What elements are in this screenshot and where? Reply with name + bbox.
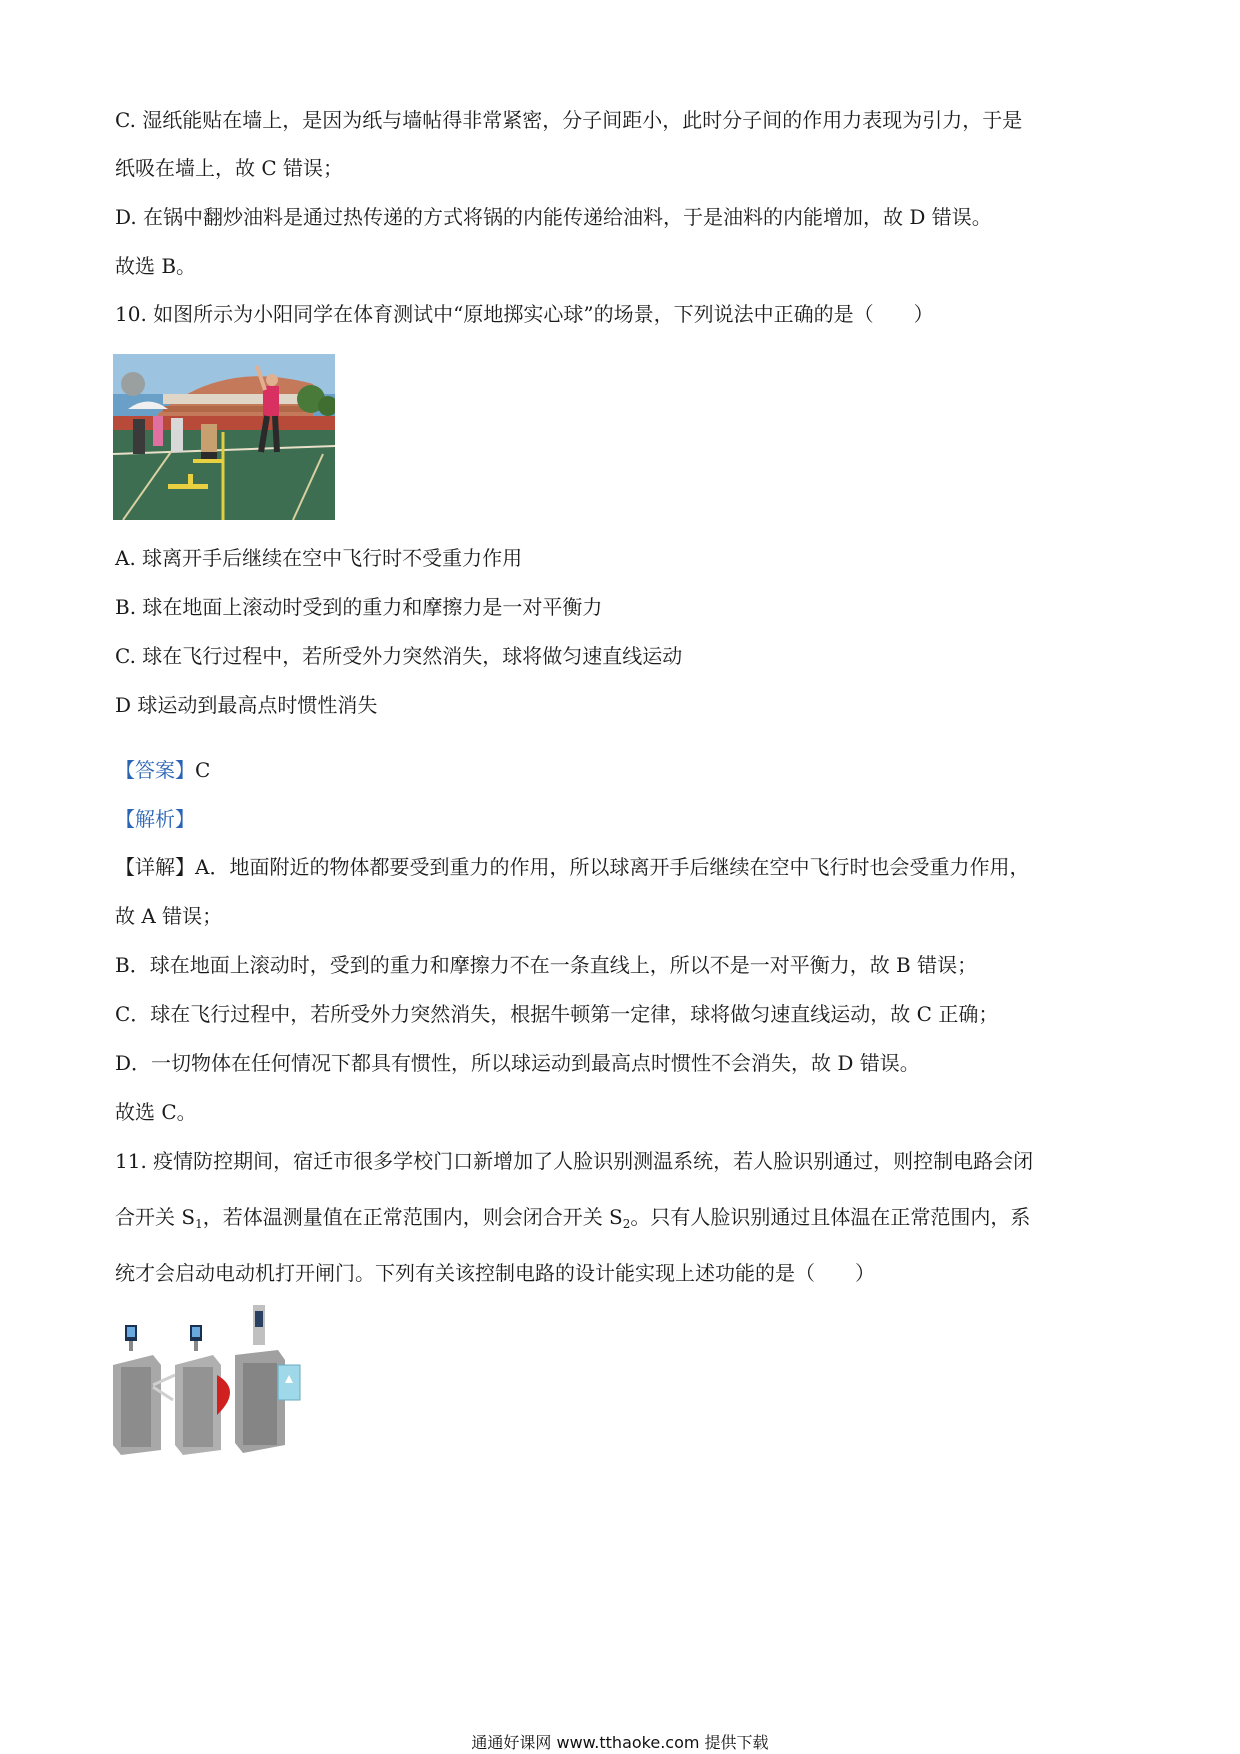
stem-text: ，若体温测量值在正常范围内，则会闭合开关 S	[202, 1205, 623, 1229]
question-11-stem	[115, 1203, 1030, 1238]
question-10-stem: 10. 如图所示为小阳同学在体育测试中“原地掷实心球”的场景，下列说法中正确的是（ ）	[115, 302, 934, 326]
detail-line: 故选 C。	[115, 1100, 197, 1124]
analysis-tag: 【解析】	[115, 807, 195, 831]
question-11-stem: 统才会启动电动机打开闸门。下列有关该控制电路的设计能实现上述功能的是（ ）	[115, 1261, 875, 1285]
stem-text: 。只有人脸识别通过且体温在正常范围内，系	[630, 1205, 1031, 1229]
text-line: D. 在锅中翻炒油料是通过热传递的方式将锅的内能传递给油料，于是油料的内能增加，故 D 错误。	[115, 205, 992, 229]
question-11-stem: 11. 疫情防控期间，宿迁市很多学校门口新增加了人脸识别测温系统，若人脸识别通过，则控制电路会闭	[115, 1149, 1034, 1173]
detail-line: 【详解】A．地面附近的物体都要受到重力的作用，所以球离开手后继续在空中飞行时也会受重力作用，	[115, 855, 1030, 879]
answer-tag: 【答案】	[115, 758, 195, 782]
detail-line: C．球在飞行过程中，若所受外力突然消失，根据牛顿第一定律，球将做匀速直线运动，故 C 正确；	[115, 1002, 999, 1026]
stem-text: 合开关 S	[115, 1205, 196, 1229]
detail-line: B．球在地面上滚动时，受到的重力和摩擦力不在一条直线上，所以不是一对平衡力，故 B 错误；	[115, 953, 978, 977]
detail-line: D．一切物体在任何情况下都具有惯性，所以球运动到最高点时惯性不会消失，故 D 错误。	[115, 1051, 920, 1075]
answer-value: C	[195, 758, 211, 782]
text-line: 故选 B。	[115, 254, 197, 278]
subscript: 1	[195, 1217, 203, 1231]
option-d: D 球运动到最高点时惯性消失	[115, 693, 378, 717]
option-c: C. 球在飞行过程中，若所受外力突然消失，球将做匀速直线运动	[115, 644, 683, 668]
subscript: 2	[622, 1217, 631, 1231]
option-b: B. 球在地面上滚动时受到的重力和摩擦力是一对平衡力	[115, 595, 603, 619]
option-a: A. 球离开手后继续在空中飞行时不受重力作用	[115, 546, 523, 570]
detail-line: 故 A 错误；	[115, 904, 223, 928]
text-line: 纸吸在墙上，故 C 错误；	[115, 156, 344, 180]
answer-line	[115, 756, 210, 784]
page-footer: 通通好课网 www.tthaoke.com 提供下载	[471, 1733, 769, 1752]
text-line: C. 湿纸能贴在墙上，是因为纸与墙帖得非常紧密，分子间距小，此时分子间的作用力表现为引力，于是	[115, 108, 1023, 132]
turnstile-photo	[113, 1305, 308, 1455]
shot-put-photo	[113, 354, 335, 520]
